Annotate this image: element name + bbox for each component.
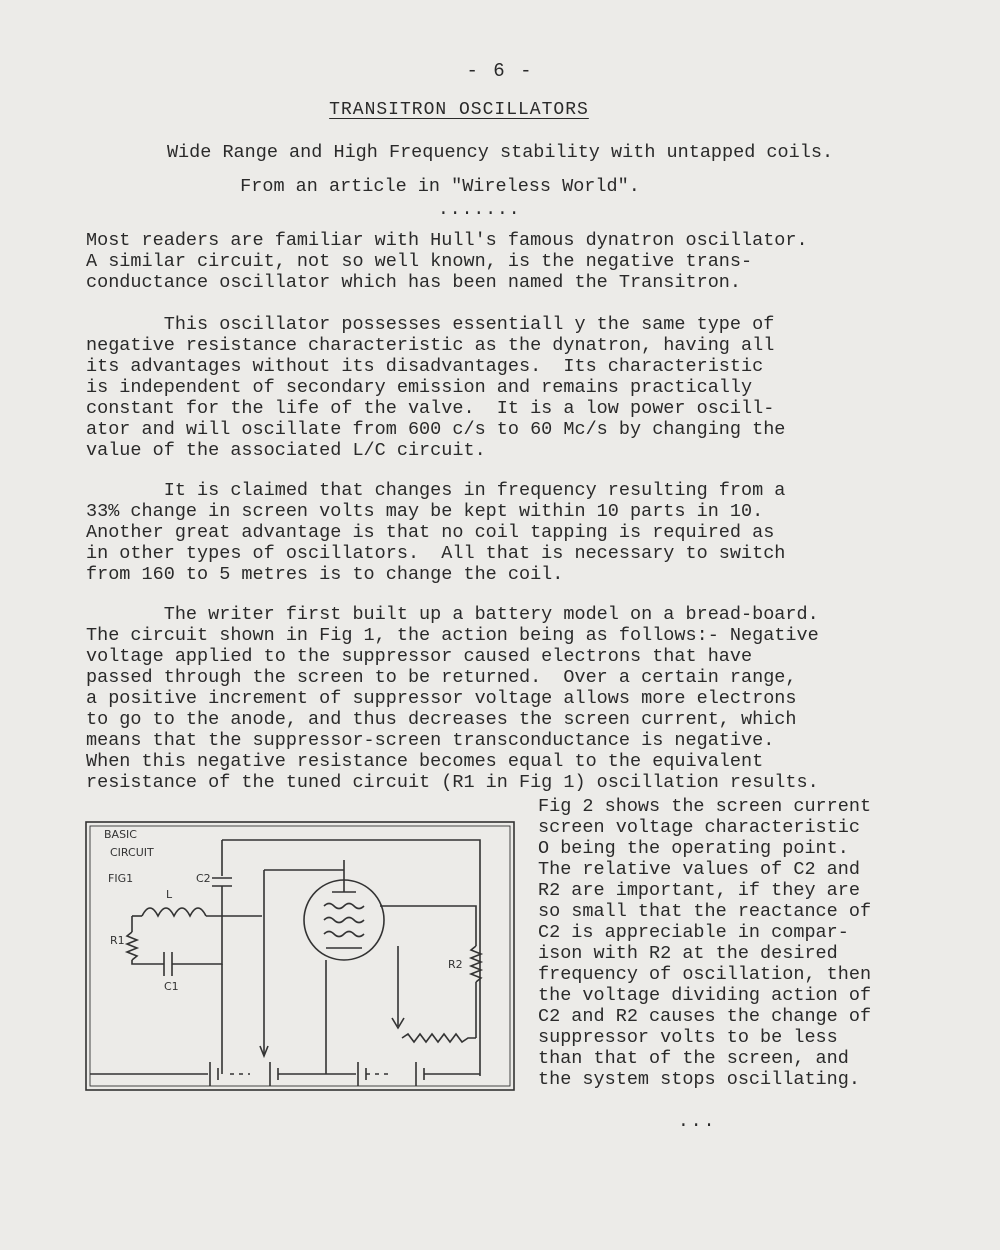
paragraph5-line: ison with R2 at the desired: [538, 943, 838, 964]
resistor-r1: [127, 932, 137, 960]
valve-grid-3: [324, 932, 364, 937]
battery-1: [210, 1062, 218, 1086]
label-fig: FIG1: [108, 872, 134, 885]
paragraph5-line: C2 and R2 causes the change of: [538, 1006, 872, 1027]
diagram-frame-outer: [86, 822, 514, 1090]
capacitor-c1: [164, 952, 172, 976]
paragraph4-line: a positive increment of suppressor voltage allows more electrons: [86, 688, 797, 709]
paragraph1-line: conductance oscillator which has been named the Transitron.: [86, 272, 742, 293]
paragraph1-line: Most readers are familiar with Hull's famous dynatron oscillator.: [86, 230, 808, 251]
paragraph3-line: 33% change in screen volts may be kept within 10 parts in 10.: [86, 501, 764, 522]
paragraph5-line: Fig 2 shows the screen current: [538, 796, 872, 817]
paragraph4-line: The circuit shown in Fig 1, the action being as follows:- Negative: [86, 625, 819, 646]
valve-grid-2: [324, 918, 364, 923]
paragraph2-line: constant for the life of the valve. It is a low power oscill-: [86, 398, 775, 419]
label-r2: R2: [448, 958, 463, 971]
circuit-diagram: [80, 816, 520, 1096]
battery-2: [270, 1062, 278, 1086]
separator: .......: [438, 200, 521, 220]
paragraph2-line: value of the associated L/C circuit.: [86, 440, 486, 461]
paragraph2-line: negative resistance characteristic as the dynatron, having all: [86, 335, 775, 356]
paragraph4-line: passed through the screen to be returned. Over a certain range,: [86, 667, 797, 688]
paragraph5-line: O being the operating point.: [538, 838, 849, 859]
paragraph4-line: When this negative resistance becomes equal to the equivalent: [86, 751, 764, 772]
paragraph1-line: A similar circuit, not so well known, is the negative trans-: [86, 251, 753, 272]
paragraph5-line: screen voltage characteristic: [538, 817, 860, 838]
paragraph-5: [538, 796, 871, 1090]
label-circuit: CIRCUIT: [110, 846, 154, 859]
label-basic: BASIC: [104, 828, 137, 841]
page-title: [0, 100, 918, 120]
paragraph2-line: is independent of secondary emission and remains practically: [86, 377, 753, 398]
paragraph3-line: Another great advantage is that no coil tapping is required as: [86, 522, 775, 543]
trailing-dots: ...: [678, 1112, 717, 1132]
paragraph2-line: its advantages without its disadvantages. Its characteristic: [86, 356, 764, 377]
paragraph-3: [86, 480, 785, 585]
paragraph4-line: The writer first built up a battery model on a bread-board.: [86, 604, 819, 625]
label-r1: R1: [110, 934, 125, 947]
label-c2: C2: [196, 872, 211, 885]
paragraph5-line: than that of the screen, and: [538, 1048, 849, 1069]
valve-anode: [332, 860, 356, 892]
paragraph5-line: The relative values of C2 and: [538, 859, 860, 880]
label-c1: C1: [164, 980, 179, 993]
paragraph5-line: frequency of oscillation, then: [538, 964, 872, 985]
valve-grid-1: [324, 904, 364, 909]
capacitor-c2: [212, 878, 232, 886]
battery-4: [416, 1062, 424, 1086]
paragraph5-line: suppressor volts to be less: [538, 1027, 838, 1048]
paragraph-4: [86, 604, 819, 793]
potentiometer: [402, 1034, 476, 1042]
paragraph5-line: so small that the reactance of: [538, 901, 872, 922]
subtitle-line-2: From an article in "Wireless World".: [240, 176, 640, 197]
paragraph4-line: voltage applied to the suppressor caused electrons that have: [86, 646, 753, 667]
paragraph4-line: means that the suppressor-screen transconductance is negative.: [86, 730, 775, 751]
diagram-frame-inner: [90, 826, 510, 1086]
paragraph-2: [86, 314, 785, 461]
paragraph5-line: R2 are important, if they are: [538, 880, 860, 901]
battery-3: [358, 1062, 366, 1086]
paragraph5-line: the system stops oscillating.: [538, 1069, 860, 1090]
paragraph3-line: in other types of oscillators. All that is necessary to switch: [86, 543, 786, 564]
paragraph3-line: from 160 to 5 metres is to change the coil.: [86, 564, 564, 585]
paragraph3-line: It is claimed that changes in frequency resulting from a: [86, 480, 786, 501]
paragraph2-line: This oscillator possesses essentiall y the same type of: [86, 314, 775, 335]
wire-top: [222, 840, 480, 1076]
page-number: - 6 -: [466, 60, 534, 82]
paragraph5-line: the voltage dividing action of: [538, 985, 872, 1006]
paragraph2-line: ator and will oscillate from 600 c/s to 60 Mc/s by changing the: [86, 419, 786, 440]
paragraph5-line: C2 is appreciable in compar-: [538, 922, 849, 943]
label-l: L: [166, 888, 173, 901]
title-text: TRANSITRON OSCILLATORS: [329, 100, 589, 120]
subtitle-line-1: Wide Range and High Frequency stability with untapped coils.: [166, 142, 834, 163]
inductor-l: [142, 908, 206, 916]
paragraph4-line: to go to the anode, and thus decreases the screen current, which: [86, 709, 797, 730]
paragraph4-line: resistance of the tuned circuit (R1 in Fig 1) oscillation results.: [86, 772, 819, 793]
paragraph-1: [86, 230, 808, 293]
